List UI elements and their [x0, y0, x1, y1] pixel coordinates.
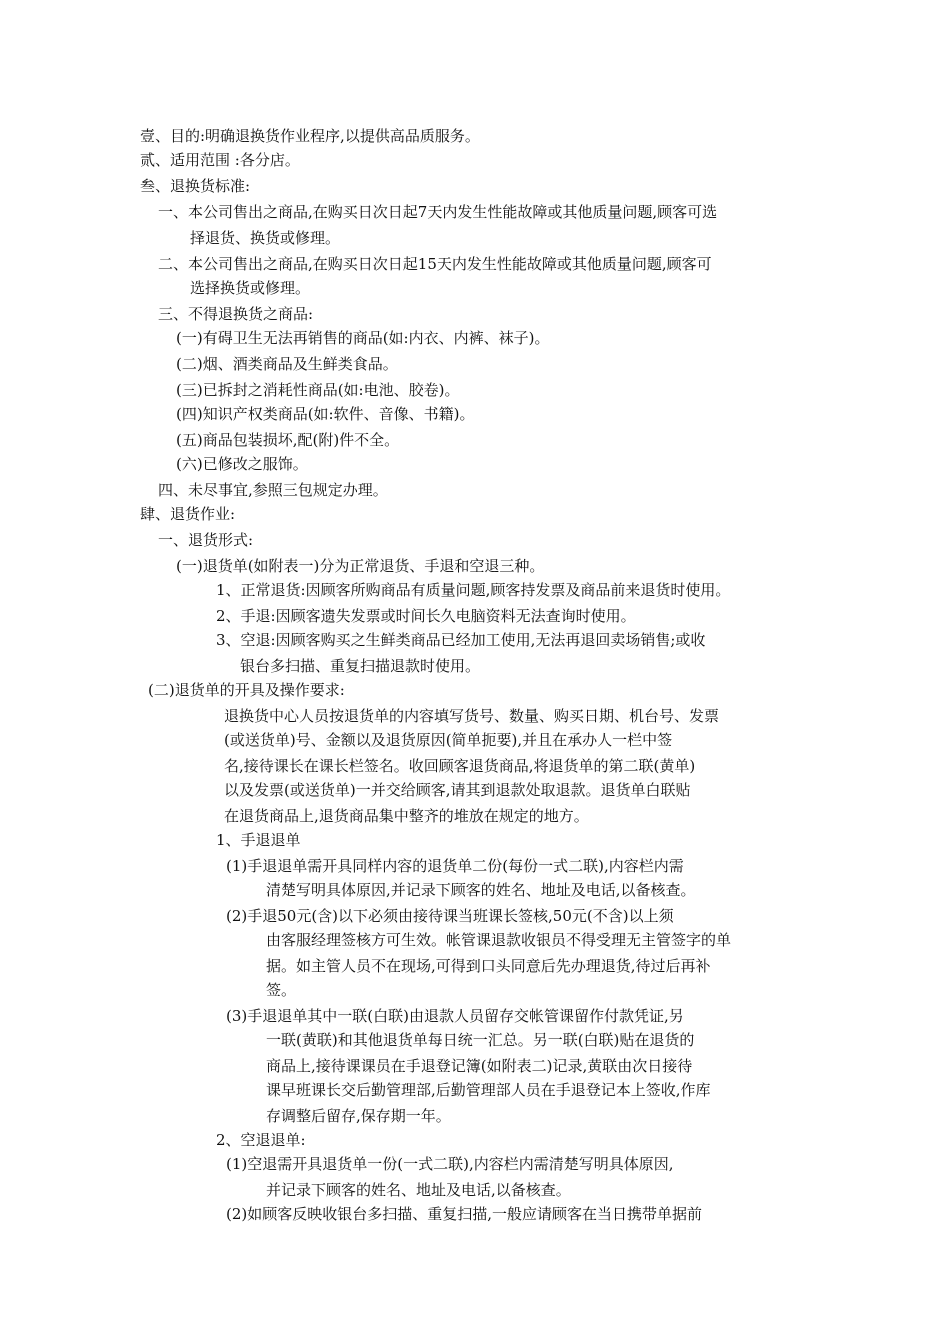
- return-slip-types: (一)退货单(如附表一)分为正常退货、手退和空退三种。: [176, 557, 545, 575]
- slip-issuing-para-2: (或送货单)号、金额以及退货原因(简单扼要),并且在承办人一栏中签: [224, 731, 673, 749]
- manual-return-rule-1-cont: 清楚写明具体原因,并记录下顾客的姓名、地址及电话,以备核查。: [266, 881, 696, 899]
- excluded-goods-6: (六)已修改之服饰。: [176, 455, 308, 473]
- section-purpose: 壹、目的:明确退换货作业程序,以提供高品质服务。: [140, 127, 480, 145]
- slip-issuing-para-4: 以及发票(或送货单)一并交给顾客,请其到退款处取退款。退货单白联贴: [224, 781, 691, 799]
- manual-return-rule-3-cont-4: 存调整后留存,保存期一年。: [266, 1107, 451, 1125]
- return-type-void: 3、空退:因顾客购买之生鲜类商品已经加工使用,无法再退回卖场销售;或收: [216, 631, 706, 649]
- section-standards-heading: 叁、退换货标准:: [140, 177, 251, 195]
- standard-item-2: 二、本公司售出之商品,在购买日次日起15天内发生性能故障或其他质量问题,顾客可: [158, 255, 712, 273]
- manual-return-rule-1: (1)手退退单需开具同样内容的退货单二份(每份一式二联),内容栏内需: [226, 857, 684, 875]
- section-scope: 贰、适用范围 :各分店。: [140, 151, 300, 169]
- standard-item-4: 四、未尽事宜,参照三包规定办理。: [158, 481, 388, 499]
- slip-issuing-para-1: 退换货中心人员按退货单的内容填写货号、数量、购买日期、机台号、发票: [224, 707, 720, 725]
- void-return-rule-1: (1)空退需开具退货单一份(一式二联),内容栏内需清楚写明具体原因,: [226, 1155, 674, 1173]
- return-type-void-cont: 银台多扫描、重复扫描退款时使用。: [240, 657, 481, 675]
- excluded-goods-5: (五)商品包装损坏,配(附)件不全。: [176, 431, 400, 449]
- excluded-goods-1: (一)有碍卫生无法再销售的商品(如:内衣、内裤、袜子)。: [176, 329, 550, 347]
- manual-return-rule-3: (3)手退退单其中一联(白联)由退款人员留存交帐管课留作付款凭证,另: [226, 1007, 684, 1025]
- excluded-goods-4: (四)知识产权类商品(如:软件、音像、书籍)。: [176, 405, 475, 423]
- manual-return-rule-3-cont-3: 课早班课长交后勤管理部,后勤管理部人员在手退登记本上签收,作库: [266, 1081, 711, 1099]
- slip-issuing-para-3: 名,接待课长在课长栏签名。收回顾客退货商品,将退货单的第二联(黄单): [224, 757, 696, 775]
- standard-item-1: 一、本公司售出之商品,在购买日次日起7天内发生性能故障或其他质量问题,顾客可选: [158, 203, 718, 221]
- void-return-rule-1-cont: 并记录下顾客的姓名、地址及电话,以备核查。: [266, 1181, 571, 1199]
- return-type-manual: 2、手退:因顾客遗失发票或时间长久电脑资料无法查询时使用。: [216, 607, 636, 625]
- excluded-goods-3: (三)已拆封之消耗性商品(如:电池、胶卷)。: [176, 381, 460, 399]
- manual-return-rule-2: (2)手退50元(含)以下必须由接待课当班课长签核,50元(不含)以上须: [226, 907, 674, 925]
- section-return-heading: 肆、退货作业:: [140, 505, 236, 523]
- manual-return-rule-3-cont-1: 一联(黄联)和其他退货单每日统一汇总。另一联(白联)贴在退货的: [266, 1031, 695, 1049]
- return-form-heading: 一、退货形式:: [158, 531, 254, 549]
- standard-item-3: 三、不得退换货之商品:: [158, 305, 314, 323]
- standard-item-1-cont: 择退货、换货或修理。: [190, 229, 341, 247]
- return-type-normal: 1、正常退货:因顾客所购商品有质量问题,顾客持发票及商品前来退货时使用。: [216, 581, 731, 599]
- excluded-goods-2: (二)烟、酒类商品及生鲜类食品。: [176, 355, 398, 373]
- manual-return-heading: 1、手退退单: [216, 831, 301, 849]
- slip-issuing-para-5: 在退货商品上,退货商品集中整齐的堆放在规定的地方。: [224, 807, 589, 825]
- manual-return-rule-2-cont-2: 据。如主管人员不在现场,可得到口头同意后先办理退货,待过后再补: [266, 957, 711, 975]
- manual-return-rule-2-cont-3: 签。: [266, 981, 297, 999]
- void-return-rule-2: (2)如顾客反映收银台多扫描、重复扫描,一般应请顾客在当日携带单据前: [226, 1205, 703, 1223]
- slip-issuing-heading: (二)退货单的开具及操作要求:: [148, 681, 345, 699]
- manual-return-rule-2-cont-1: 由客服经理签核方可生效。帐管课退款收银员不得受理无主管签字的单: [266, 931, 732, 949]
- manual-return-rule-3-cont-2: 商品上,接待课课员在手退登记簿(如附表二)记录,黄联由次日接待: [266, 1057, 693, 1075]
- standard-item-2-cont: 选择换货或修理。: [190, 279, 311, 297]
- void-return-heading: 2、空退退单:: [216, 1131, 306, 1149]
